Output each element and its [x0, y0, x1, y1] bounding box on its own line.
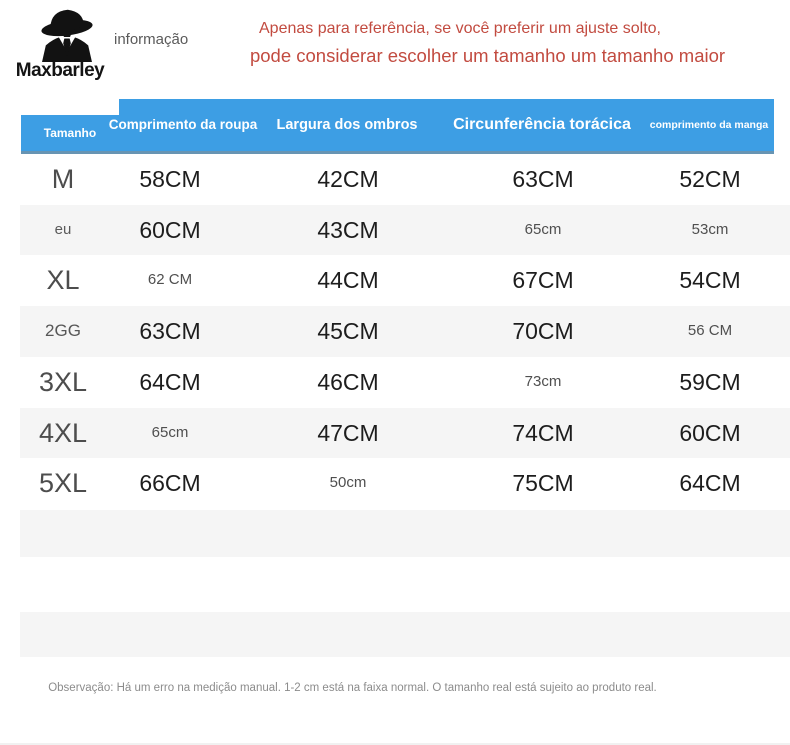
- size-cell: 2GG: [45, 321, 81, 341]
- column-header: Largura dos ombros: [276, 117, 418, 133]
- notice-line-1: Apenas para referência, se você preferir um ajuste solto,: [259, 20, 661, 37]
- measurement-cell: 56 CM: [687, 322, 733, 340]
- measurement-cell: 73cm: [524, 372, 562, 390]
- measurement-disclaimer: Observação: Há um erro na medição manual. 1-2 cm está na faixa normal. O tamanho real está sujeito ao produto real.: [48, 682, 657, 694]
- table-row: [20, 205, 790, 256]
- table-row: [20, 357, 790, 408]
- measurement-cell: 64CM: [139, 368, 201, 395]
- table-row: [20, 306, 790, 357]
- measurement-cell: 45CM: [317, 318, 379, 345]
- table-row: [20, 408, 790, 459]
- measurement-cell: 74CM: [512, 419, 574, 446]
- measurement-cell: 65cm: [151, 423, 189, 441]
- measurement-cell: 52CM: [679, 166, 741, 192]
- size-cell: 3XL: [38, 366, 88, 397]
- measurement-cell: 44CM: [317, 267, 379, 294]
- size-cell: M: [51, 164, 75, 194]
- size-cell: XL: [46, 265, 80, 296]
- brand-name: Maxbarley: [15, 60, 105, 81]
- measurement-cell: 63CM: [139, 318, 201, 345]
- measurement-cell: 50cm: [329, 474, 367, 492]
- column-header: comprimento da manga: [649, 119, 769, 131]
- empty-stripe: [20, 510, 790, 557]
- measurement-cell: 63CM: [512, 166, 574, 192]
- column-header: Circunferência torácica: [453, 116, 631, 133]
- measurement-cell: 64CM: [679, 470, 741, 497]
- measurement-cell: 43CM: [317, 216, 379, 243]
- measurement-cell: 46CM: [317, 368, 379, 395]
- empty-stripe: [20, 612, 790, 657]
- column-header-size: Tamanho: [21, 115, 119, 154]
- size-cell: 4XL: [38, 417, 88, 448]
- measurement-cell: 59CM: [679, 368, 741, 395]
- man-with-hat-icon: [28, 6, 106, 62]
- measurement-cell: 60CM: [679, 419, 741, 446]
- info-label: informação: [114, 31, 189, 48]
- measurement-cell: 42CM: [317, 166, 379, 192]
- table-row: [20, 458, 790, 509]
- measurement-cell: 75CM: [512, 470, 574, 497]
- measurement-cell: 53cm: [691, 220, 729, 238]
- measurement-cell: 65cm: [524, 220, 562, 238]
- table-header-band: [108, 99, 774, 154]
- measurement-cell: 47CM: [317, 419, 379, 446]
- measurement-cell: 58CM: [139, 166, 201, 192]
- size-cell: 5XL: [38, 468, 88, 499]
- size-cell: eu: [54, 220, 72, 238]
- brand-logo: [28, 6, 106, 62]
- column-header: Comprimento da roupa: [108, 117, 258, 132]
- measurement-cell: 60CM: [139, 216, 201, 243]
- measurement-cell: 67CM: [512, 267, 574, 294]
- notice-line-2: pode considerar escolher um tamanho um tamanho maior: [249, 45, 726, 66]
- table-row: [20, 154, 790, 205]
- table-row: [20, 255, 790, 306]
- measurement-cell: 62 CM: [147, 271, 193, 289]
- measurement-cell: 70CM: [512, 318, 574, 345]
- measurement-cell: 54CM: [679, 267, 741, 294]
- measurement-cell: 66CM: [139, 470, 201, 497]
